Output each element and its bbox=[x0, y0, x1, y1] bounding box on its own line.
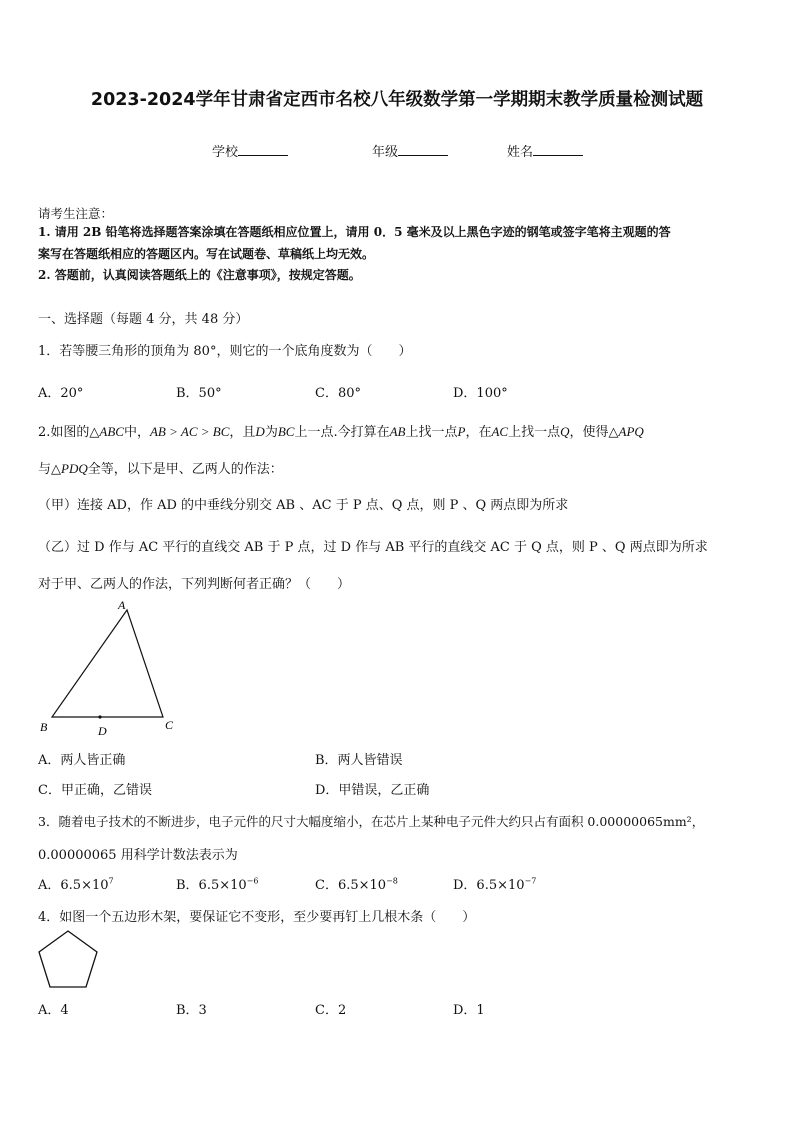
q4-option-d[interactable]: D．1 bbox=[453, 1003, 485, 1018]
q4-option-c[interactable]: C．2 bbox=[315, 1003, 347, 1018]
q2-text: 上找一点 bbox=[508, 425, 561, 440]
q3-stem-line-1: 3．随着电子技术的不断进步，电子元件的尺寸大幅度缩小，在芯片上某种电子元件大约只占有面积 0.00000065mm²， bbox=[38, 814, 705, 829]
label-b: B bbox=[40, 720, 48, 734]
q2-line-2 bbox=[38, 458, 283, 477]
notice-line-1: 1. 请用 2B 铅笔将选择题答案涂填在答题纸相应位置上，请用 0．5 毫米及以上黑色字迹的钢笔或签字笔将主观题的答 bbox=[38, 225, 671, 239]
q3-option-a[interactable] bbox=[38, 874, 114, 893]
school-label: 学校 bbox=[212, 145, 239, 160]
q2-option-c[interactable]: C．甲正确，乙错误 bbox=[38, 783, 152, 798]
q2-math-inequality: AB > AC > BC bbox=[149, 424, 230, 439]
school-blank[interactable] bbox=[238, 143, 288, 156]
q2-math-triangle-pdq: △PDQ bbox=[51, 461, 88, 476]
label-d: D bbox=[98, 724, 107, 738]
q3-option-b-exponent: −6 bbox=[246, 876, 259, 886]
q3-option-c-base: C．6.5×10 bbox=[315, 878, 387, 893]
q2-text: 为 bbox=[264, 425, 278, 440]
q2-text: 2.如图的 bbox=[38, 425, 90, 440]
q3-stem-line-2: 0.00000065 用科学计数法表示为 bbox=[38, 848, 238, 863]
q2-option-d[interactable]: D．甲错误，乙正确 bbox=[315, 783, 430, 798]
q2-math-ac: AC bbox=[491, 424, 509, 439]
q4-stem: 4．如图一个五边形木架，要保证它不变形，至少要再钉上几根木条（ ） bbox=[38, 910, 476, 925]
q1-option-b[interactable]: B．50° bbox=[176, 386, 222, 401]
q2-option-b[interactable]: B．两人皆错误 bbox=[315, 753, 403, 768]
q1-option-d[interactable]: D．100° bbox=[453, 386, 508, 401]
q2-option-a[interactable]: A．两人皆正确 bbox=[38, 753, 126, 768]
notice-line-2: 2. 答题前，认真阅读答题纸上的《注意事项》，按规定答题。 bbox=[38, 268, 361, 282]
q2-line-1 bbox=[38, 421, 644, 440]
q2-method-jia: （甲）连接 AD，作 AD 的中垂线分别交 AB 、AC 于 P 点、Q 点，则 P 、Q 两点即为所求 bbox=[38, 498, 569, 513]
q3-option-a-exponent: 7 bbox=[108, 876, 114, 886]
section-heading: 一、选择题（每题 4 分，共 48 分） bbox=[38, 312, 249, 327]
q2-text: 中， bbox=[123, 425, 150, 440]
notice-heading: 请考生注意： bbox=[38, 206, 114, 221]
q2-text: 与 bbox=[38, 462, 52, 477]
q3-option-d-exponent: −7 bbox=[524, 876, 537, 886]
school-field bbox=[212, 141, 288, 160]
q1-option-c[interactable]: C．80° bbox=[315, 386, 361, 401]
q2-question: 对于甲、乙两人的作法，下列判断何者正确？（ ） bbox=[38, 577, 351, 592]
point-d-marker bbox=[98, 715, 101, 718]
q2-math-triangle-abc: △ABC bbox=[89, 424, 124, 439]
grade-field bbox=[372, 141, 448, 160]
q2-method-yi: （乙）过 D 作与 AC 平行的直线交 AB 于 P 点，过 D 作与 AB 平行的直线交 AC 于 Q 点，则 P 、Q 两点即为所求 bbox=[38, 540, 708, 555]
q1-option-a[interactable]: A．20° bbox=[38, 386, 84, 401]
q2-text: 全等，以下是甲、乙两人的作法： bbox=[87, 462, 283, 477]
q4-pentagon-figure bbox=[36, 928, 102, 992]
q4-option-a[interactable]: A．4 bbox=[38, 1003, 69, 1018]
q3-option-a-base: A．6.5×10 bbox=[38, 878, 109, 893]
q2-text: ，在 bbox=[465, 425, 492, 440]
label-c: C bbox=[165, 718, 174, 732]
q3-option-d[interactable] bbox=[453, 874, 536, 893]
name-blank[interactable] bbox=[533, 143, 583, 156]
grade-label: 年级 bbox=[372, 145, 399, 160]
q2-math-q: Q bbox=[560, 424, 570, 439]
q2-text: ，使得 bbox=[569, 425, 609, 440]
q2-math-triangle-apq: △APQ bbox=[608, 424, 644, 439]
triangle-abc-shape bbox=[52, 610, 163, 717]
q2-math-d: D bbox=[255, 424, 265, 439]
q2-math-ab: AB bbox=[389, 424, 406, 439]
q2-math-p: P bbox=[457, 424, 466, 439]
q2-text: ，且 bbox=[229, 425, 256, 440]
paper-title: 2023-2024学年甘肃省定西市名校八年级数学第一学期期末教学质量检测试题 bbox=[90, 90, 704, 110]
name-field bbox=[507, 141, 583, 160]
q3-option-b-base: B．6.5×10 bbox=[176, 878, 247, 893]
q3-option-c[interactable] bbox=[315, 874, 398, 893]
grade-blank[interactable] bbox=[398, 143, 448, 156]
q3-option-b[interactable] bbox=[176, 874, 258, 893]
q4-option-b[interactable]: B．3 bbox=[176, 1003, 207, 1018]
q2-triangle-figure bbox=[36, 596, 186, 741]
pentagon-shape bbox=[39, 931, 97, 987]
q2-text: 上一点.今打算在 bbox=[294, 425, 390, 440]
name-label: 姓名 bbox=[507, 145, 534, 160]
label-a: A bbox=[118, 598, 126, 612]
q3-option-d-base: D．6.5×10 bbox=[453, 878, 525, 893]
q3-option-c-exponent: −8 bbox=[386, 876, 398, 886]
q1-stem: 1．若等腰三角形的顶角为 80°，则它的一个底角度数为（ ） bbox=[38, 344, 412, 359]
q2-text: 上找一点 bbox=[405, 425, 458, 440]
q2-math-bc: BC bbox=[277, 424, 295, 439]
notice-line-1b: 案写在答题纸相应的答题区内。写在试题卷、草稿纸上均无效。 bbox=[38, 247, 375, 261]
